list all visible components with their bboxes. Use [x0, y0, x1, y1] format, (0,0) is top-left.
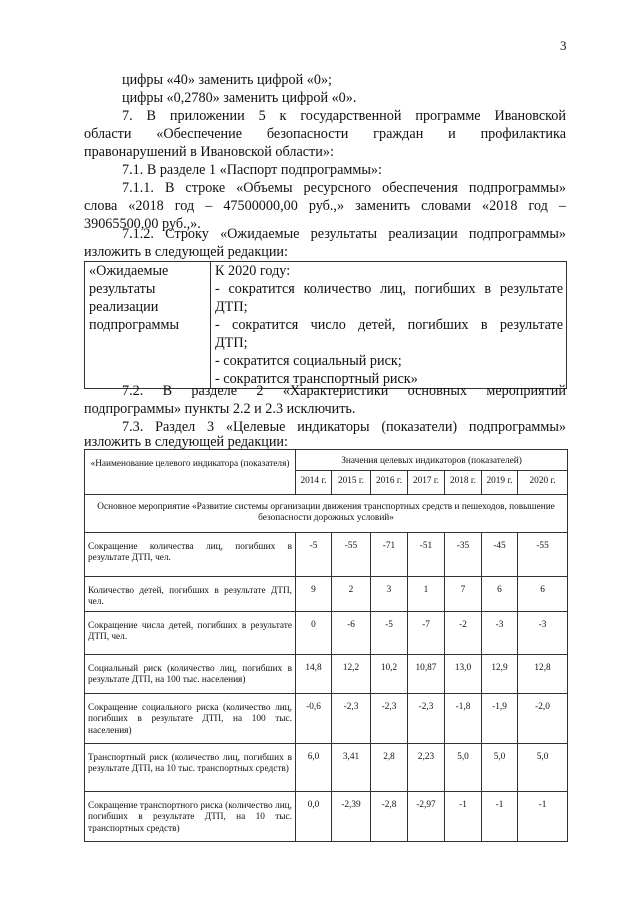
- indicator-name: Сокращение социального риска (количество лиц, погибших в результате ДТП, на 100 тыс. населения): [85, 693, 296, 743]
- indicator-name-header: «Наименование целевого индикатора (показателя): [85, 450, 296, 495]
- table-row: [85, 576, 568, 611]
- indicator-value: 12,2: [332, 654, 371, 693]
- values-header: Значения целевых индикаторов (показателей): [296, 450, 568, 471]
- indicator-value: 2: [332, 576, 371, 611]
- text-line: цифры «0,2780» заменить цифрой «0».: [122, 90, 357, 106]
- indicator-value: -2: [445, 611, 482, 654]
- indicator-value: -0,6: [296, 693, 332, 743]
- text-line: области «Обеспечение безопасности граждан и профилактика: [84, 126, 566, 142]
- year-header: 2018 г.: [445, 470, 482, 494]
- indicator-value: 9: [296, 576, 332, 611]
- indicator-value: 12,8: [518, 654, 568, 693]
- indicator-value: -1: [445, 791, 482, 841]
- results-label-line: «Ожидаемые: [89, 263, 169, 279]
- indicator-value: -51: [408, 532, 445, 576]
- indicator-name: Сокращение количества лиц, погибших в результате ДТП, чел.: [85, 532, 296, 576]
- year-header: 2020 г.: [518, 470, 568, 494]
- table-row: [85, 791, 568, 841]
- results-value-line: - сократится транспортный риск»: [215, 371, 418, 387]
- indicator-value: -2,3: [371, 693, 408, 743]
- indicator-value: 3,41: [332, 743, 371, 791]
- indicator-value: 5,0: [482, 743, 518, 791]
- results-value-line: - сократится число детей, погибших в результате: [215, 317, 563, 333]
- text-line: изложить в следующей редакции:: [84, 244, 288, 260]
- table-row: [85, 532, 568, 576]
- indicator-value: -1: [482, 791, 518, 841]
- text-line: 7.3. Раздел 3 «Целевые индикаторы (показатели) подпрограммы»: [122, 419, 566, 435]
- indicator-value: -6: [332, 611, 371, 654]
- table-row: [85, 743, 568, 791]
- indicator-value: 0: [296, 611, 332, 654]
- indicator-value: 6: [518, 576, 568, 611]
- text-line: 7.1.2. Строку «Ожидаемые результаты реализации подпрограммы»: [122, 226, 566, 242]
- indicator-value: 5,0: [518, 743, 568, 791]
- indicator-value: 10,2: [371, 654, 408, 693]
- indicator-value: 7: [445, 576, 482, 611]
- indicator-value: -5: [296, 532, 332, 576]
- text-line: 7.1. В разделе 1 «Паспорт подпрограммы»:: [122, 162, 382, 178]
- year-header: 2016 г.: [371, 470, 408, 494]
- indicator-value: -1: [518, 791, 568, 841]
- indicator-value: -55: [332, 532, 371, 576]
- results-value-line: ДТП;: [215, 299, 248, 315]
- indicator-value: 3: [371, 576, 408, 611]
- results-label-line: реализации: [89, 299, 159, 315]
- indicator-value: -2,97: [408, 791, 445, 841]
- indicator-value: -2,8: [371, 791, 408, 841]
- indicator-value: -2,39: [332, 791, 371, 841]
- indicator-value: -7: [408, 611, 445, 654]
- indicator-value: -35: [445, 532, 482, 576]
- results-value-line: - сократится количество лиц, погибших в результате: [215, 281, 563, 297]
- indicator-name: Сокращение транспортного риска (количество лиц, погибших в результате ДТП, на 10 тыс. транспортных средств): [85, 791, 296, 841]
- text-line: изложить в следующей редакции:: [84, 434, 288, 450]
- text-line: слова «2018 год – 47500000,00 руб.,» заменить словами «2018 год –: [84, 198, 566, 214]
- indicator-value: -3: [518, 611, 568, 654]
- results-label-line: результаты: [89, 281, 156, 297]
- text-line: 7.1.1. В строке «Объемы ресурсного обеспечения подпрограммы»: [122, 180, 566, 196]
- indicator-value: 1: [408, 576, 445, 611]
- indicator-value: -2,0: [518, 693, 568, 743]
- indicator-value: -1,8: [445, 693, 482, 743]
- indicator-value: 10,87: [408, 654, 445, 693]
- results-value-line: ДТП;: [215, 335, 248, 351]
- results-value-line: - сократится социальный риск;: [215, 353, 402, 369]
- indicator-value: 12,9: [482, 654, 518, 693]
- table-row: [85, 611, 568, 654]
- results-value-cell: [211, 262, 567, 389]
- text-line: цифры «40» заменить цифрой «0»;: [122, 72, 332, 88]
- indicator-value: -1,9: [482, 693, 518, 743]
- indicator-value: 6,0: [296, 743, 332, 791]
- results-table: [84, 261, 567, 389]
- year-header: 2017 г.: [408, 470, 445, 494]
- text-line: 7. В приложении 5 к государственной программе Ивановской: [122, 108, 566, 124]
- table-row: [85, 693, 568, 743]
- indicator-value: -55: [518, 532, 568, 576]
- indicator-name: Социальный риск (количество лиц, погибших в результате ДТП, на 100 тыс. населения): [85, 654, 296, 693]
- results-label-line: подпрограммы: [89, 317, 179, 333]
- results-value-line: К 2020 году:: [215, 263, 291, 279]
- year-header: 2019 г.: [482, 470, 518, 494]
- indicator-value: 13,0: [445, 654, 482, 693]
- section-title: Основное мероприятие «Развитие системы организации движения транспортных средств и пешеходов, повышение безопасности дорожных условий»: [85, 494, 568, 532]
- indicator-value: 6: [482, 576, 518, 611]
- indicator-value: 0,0: [296, 791, 332, 841]
- indicator-value: 14,8: [296, 654, 332, 693]
- indicator-value: 2,23: [408, 743, 445, 791]
- results-label-cell: [85, 262, 211, 389]
- table-row: [85, 654, 568, 693]
- indicator-value: -5: [371, 611, 408, 654]
- indicators-table: [84, 449, 568, 842]
- indicator-value: -3: [482, 611, 518, 654]
- year-header: 2014 г.: [296, 470, 332, 494]
- text-line: 7.2. В разделе 2 «Характеристики основных мероприятий: [122, 383, 566, 399]
- indicator-value: -2,3: [332, 693, 371, 743]
- indicator-value: -45: [482, 532, 518, 576]
- year-header: 2015 г.: [332, 470, 371, 494]
- text-line: подпрограммы» пункты 2.2 и 2.3 исключить.: [84, 401, 356, 417]
- indicator-value: -71: [371, 532, 408, 576]
- text-line: 39065500,00 руб.,».: [84, 216, 201, 232]
- indicator-value: 5,0: [445, 743, 482, 791]
- indicator-name: Количество детей, погибших в результате ДТП, чел.: [85, 576, 296, 611]
- indicator-value: -2,3: [408, 693, 445, 743]
- indicator-name: Сокращение числа детей, погибших в результате ДТП, чел.: [85, 611, 296, 654]
- page-number: 3: [560, 38, 567, 53]
- text-line: правонарушений в Ивановской области»:: [84, 144, 334, 160]
- indicator-name: Транспортный риск (количество лиц, погибших в результате ДТП, на 10 тыс. транспортных средств): [85, 743, 296, 791]
- indicator-value: 2,8: [371, 743, 408, 791]
